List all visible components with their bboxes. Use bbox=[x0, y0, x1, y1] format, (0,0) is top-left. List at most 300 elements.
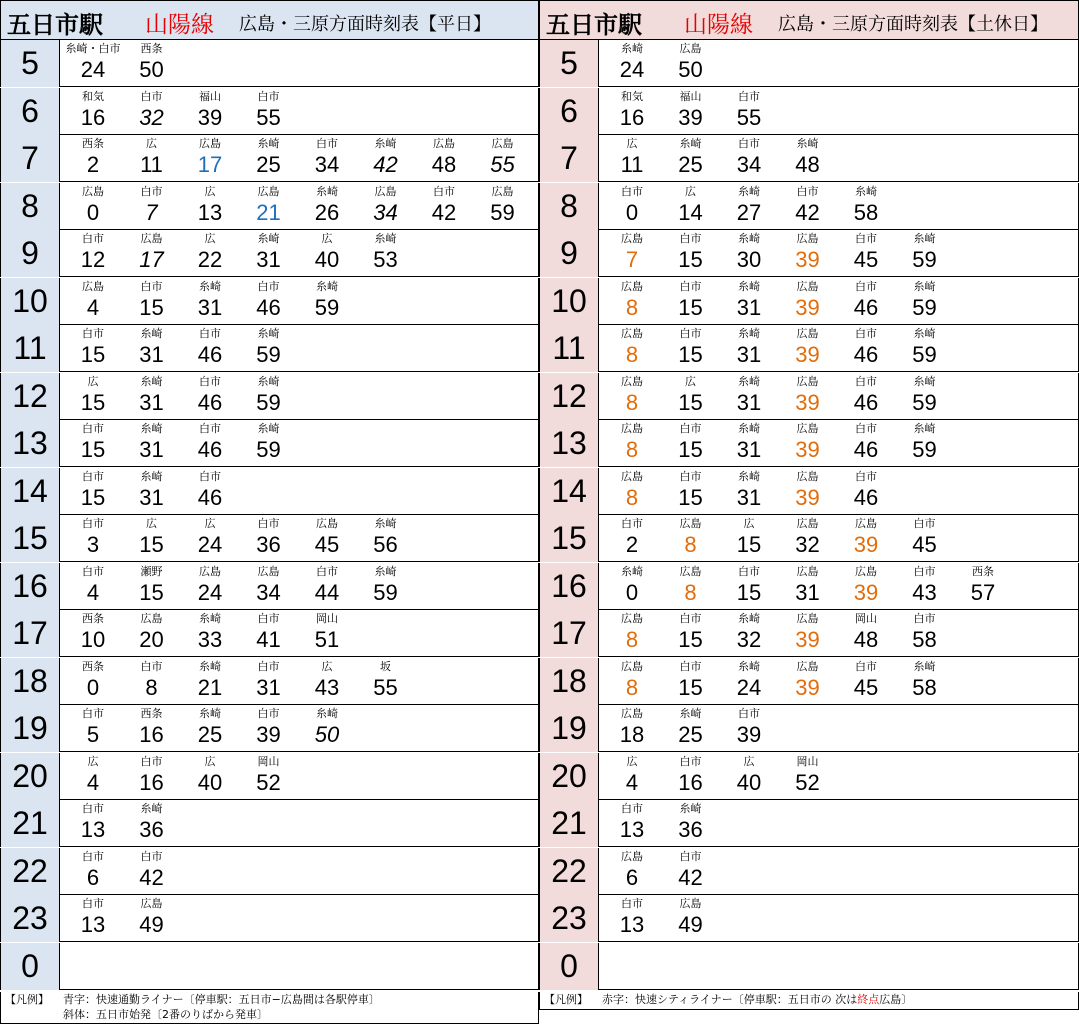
departure-minute: 53 bbox=[373, 247, 398, 272]
departure bbox=[123, 40, 181, 87]
hour-row bbox=[539, 705, 1079, 752]
departure-minute: 45 bbox=[853, 247, 879, 272]
departure-minute: 15 bbox=[80, 484, 106, 510]
departure-minute: 52 bbox=[795, 769, 820, 795]
departure bbox=[662, 325, 720, 372]
departure bbox=[779, 183, 837, 230]
departure-minute: 8 bbox=[625, 389, 639, 415]
destination: 糸崎 bbox=[316, 707, 338, 720]
legend-text-end: 広島〕 bbox=[879, 993, 913, 1006]
departure bbox=[603, 753, 661, 800]
destination: 糸崎 bbox=[140, 469, 163, 483]
departure bbox=[779, 230, 837, 277]
destination: 広島 bbox=[621, 279, 643, 293]
departure bbox=[720, 563, 778, 610]
destination: 糸崎 bbox=[199, 612, 221, 625]
hour-row bbox=[0, 705, 539, 752]
destination: 岡山 bbox=[796, 754, 819, 768]
departure bbox=[779, 515, 837, 562]
departure-minute: 16 bbox=[619, 104, 645, 130]
hour-label: 10 bbox=[0, 278, 60, 325]
departures bbox=[60, 135, 539, 182]
departure bbox=[240, 88, 298, 135]
departures bbox=[599, 40, 1079, 87]
destination: 糸崎 bbox=[140, 422, 163, 435]
destination: 和気 bbox=[621, 89, 643, 103]
destination: 広島 bbox=[140, 612, 163, 625]
hour-row bbox=[0, 848, 539, 895]
departure bbox=[298, 563, 356, 610]
departure bbox=[64, 420, 122, 467]
departure bbox=[64, 705, 122, 752]
hour-row bbox=[539, 278, 1079, 325]
destination: 西条 bbox=[140, 42, 163, 55]
departure-minute: 46 bbox=[197, 484, 223, 510]
hour-label: 13 bbox=[0, 420, 60, 467]
destination: 糸崎 bbox=[738, 279, 760, 293]
destination: 糸崎 bbox=[140, 802, 163, 815]
departure-minute: 55 bbox=[373, 674, 398, 700]
destination: 広島 bbox=[679, 564, 702, 578]
hour-label: 9 bbox=[539, 230, 599, 277]
departure bbox=[64, 230, 122, 277]
destination: 糸崎 bbox=[738, 469, 760, 483]
departure bbox=[474, 183, 532, 230]
departure bbox=[64, 278, 122, 325]
departure-minute: 21 bbox=[256, 199, 281, 225]
destination: 白市 bbox=[82, 849, 104, 863]
destination: 白市 bbox=[679, 754, 702, 768]
hour-label: 17 bbox=[539, 610, 599, 657]
departures bbox=[599, 800, 1079, 847]
destination: 白市 bbox=[855, 422, 877, 435]
destination: 西条 bbox=[140, 707, 163, 720]
hour-label: 15 bbox=[0, 515, 60, 562]
departure-minute: 31 bbox=[139, 389, 164, 415]
departure-minute: 8 bbox=[625, 674, 639, 700]
departure-minute: 36 bbox=[678, 817, 703, 842]
destination: 白市 bbox=[621, 517, 643, 530]
departure bbox=[240, 515, 298, 562]
hour-row bbox=[539, 610, 1079, 657]
departure bbox=[240, 135, 298, 182]
departure-minute: 22 bbox=[197, 247, 223, 272]
departure-minute: 26 bbox=[314, 199, 340, 225]
hour-label: 14 bbox=[0, 468, 60, 515]
departure bbox=[779, 563, 837, 610]
departure bbox=[720, 658, 778, 705]
destination: 糸崎 bbox=[257, 232, 280, 245]
departures bbox=[60, 848, 539, 895]
departures bbox=[60, 563, 539, 610]
destination: 広島 bbox=[199, 564, 221, 578]
departure-minute: 34 bbox=[373, 199, 398, 225]
departure bbox=[603, 800, 661, 847]
destination: 白市 bbox=[140, 849, 163, 863]
legend-terminal: 終点 bbox=[857, 993, 880, 1006]
departure-minute: 15 bbox=[678, 437, 703, 462]
departure bbox=[896, 373, 954, 420]
hour-label: 23 bbox=[0, 895, 60, 942]
departure-minute: 30 bbox=[736, 247, 762, 272]
destination: 白市 bbox=[679, 232, 702, 245]
departure-minute: 15 bbox=[678, 484, 703, 510]
departure bbox=[64, 610, 122, 657]
destination: 白市 bbox=[199, 327, 221, 340]
departure-minute: 46 bbox=[853, 389, 879, 415]
departure-minute: 39 bbox=[197, 104, 223, 130]
destination: 白市 bbox=[82, 707, 104, 720]
departure-minute: 15 bbox=[678, 247, 703, 272]
departure-minute: 39 bbox=[795, 247, 820, 272]
hour-row bbox=[0, 753, 539, 800]
departure bbox=[896, 278, 954, 325]
destination: 白市 bbox=[257, 89, 280, 103]
departure-minute: 46 bbox=[853, 342, 879, 367]
destination: 白市 bbox=[257, 659, 280, 673]
destination: 広島 bbox=[257, 184, 280, 198]
departure bbox=[123, 753, 181, 800]
destination: 広 bbox=[626, 137, 638, 150]
hour-label: 15 bbox=[539, 515, 599, 562]
destination: 広島 bbox=[679, 517, 702, 530]
hour-row bbox=[539, 515, 1079, 562]
destination: 広島 bbox=[796, 564, 819, 578]
hour-label: 21 bbox=[0, 800, 60, 847]
departures bbox=[60, 610, 539, 657]
destination: 広島 bbox=[796, 232, 819, 245]
destination: 広 bbox=[204, 517, 216, 530]
departure bbox=[298, 278, 356, 325]
departure bbox=[837, 563, 895, 610]
departure-minute: 7 bbox=[625, 247, 639, 272]
departure bbox=[240, 373, 298, 420]
destination: 糸崎 bbox=[738, 184, 760, 198]
departure bbox=[123, 373, 181, 420]
hour-label: 7 bbox=[539, 135, 599, 182]
departures bbox=[599, 420, 1079, 467]
destination: 広島 bbox=[855, 564, 877, 578]
departure-minute: 34 bbox=[256, 579, 281, 605]
departure-minute: 24 bbox=[80, 57, 106, 82]
destination: 西条 bbox=[82, 137, 104, 150]
destination: 糸崎 bbox=[679, 137, 702, 150]
destination: 糸崎 bbox=[913, 422, 936, 435]
departure bbox=[720, 135, 778, 182]
hour-label: 8 bbox=[539, 183, 599, 230]
departure-minute: 15 bbox=[678, 389, 703, 415]
hour-row bbox=[539, 895, 1079, 942]
departures bbox=[599, 135, 1079, 182]
departures bbox=[60, 373, 539, 420]
departure-minute: 13 bbox=[619, 817, 645, 842]
destination: 糸崎 bbox=[257, 374, 280, 388]
destination: 広島 bbox=[140, 897, 163, 910]
departure bbox=[181, 230, 239, 277]
departure-minute: 49 bbox=[139, 912, 164, 937]
departure bbox=[240, 658, 298, 705]
departure-minute: 15 bbox=[678, 342, 703, 367]
departure bbox=[662, 705, 720, 752]
departure bbox=[181, 325, 239, 372]
destination: 白市 bbox=[199, 374, 221, 388]
departure-minute: 10 bbox=[80, 627, 106, 652]
departure bbox=[662, 895, 720, 942]
departures bbox=[60, 515, 539, 562]
hour-label: 6 bbox=[0, 88, 60, 135]
departure bbox=[64, 515, 122, 562]
destination: 広島 bbox=[621, 612, 643, 625]
destination: 糸崎 bbox=[913, 374, 936, 388]
timetable-subtitle: 広島・三原方面時刻表【土休日】 bbox=[778, 14, 1048, 35]
destination: 白市 bbox=[738, 137, 760, 150]
departure-minute: 0 bbox=[86, 199, 100, 225]
departure bbox=[896, 420, 954, 467]
departure bbox=[837, 468, 895, 515]
departure bbox=[123, 848, 181, 895]
departure-minute: 42 bbox=[373, 152, 398, 177]
departure bbox=[662, 230, 720, 277]
hour-row bbox=[0, 420, 539, 467]
departure-minute: 31 bbox=[256, 674, 281, 700]
departure-minute: 25 bbox=[678, 722, 703, 747]
destination: 白市 bbox=[913, 564, 936, 578]
departure-minute: 16 bbox=[80, 104, 106, 130]
destination: 瀬野 bbox=[140, 564, 163, 578]
departure bbox=[720, 88, 778, 135]
departure-minute: 32 bbox=[139, 104, 164, 130]
hour-label: 6 bbox=[539, 88, 599, 135]
departure bbox=[64, 40, 122, 87]
departure-minute: 24 bbox=[736, 674, 762, 700]
destination: 糸崎 bbox=[199, 707, 221, 720]
departure bbox=[720, 468, 778, 515]
departure bbox=[123, 658, 181, 705]
departure-minute: 15 bbox=[139, 294, 164, 320]
departure-minute: 31 bbox=[139, 437, 164, 462]
departure bbox=[603, 420, 661, 467]
weekday-header bbox=[0, 0, 539, 40]
departure-minute: 4 bbox=[86, 294, 100, 320]
destination: 糸崎 bbox=[796, 137, 819, 150]
departure bbox=[181, 705, 239, 752]
departures bbox=[60, 230, 539, 277]
departure-minute: 14 bbox=[678, 199, 703, 225]
departure bbox=[779, 325, 837, 372]
departure bbox=[662, 420, 720, 467]
departure bbox=[64, 468, 122, 515]
departure bbox=[123, 800, 181, 847]
departure bbox=[298, 135, 356, 182]
departure bbox=[779, 658, 837, 705]
departure-minute: 39 bbox=[795, 674, 820, 700]
departure-minute: 7 bbox=[145, 199, 158, 225]
hour-row bbox=[0, 468, 539, 515]
departure-minute: 31 bbox=[736, 484, 762, 510]
departure-minute: 8 bbox=[625, 342, 639, 367]
departure-minute: 11 bbox=[620, 152, 644, 177]
departure-minute: 34 bbox=[314, 152, 340, 177]
departure bbox=[720, 420, 778, 467]
destination: 糸崎 bbox=[374, 232, 397, 245]
destination: 西条 bbox=[972, 564, 994, 578]
departure-minute: 36 bbox=[256, 532, 281, 557]
legend-line-red bbox=[602, 993, 912, 1007]
departure bbox=[298, 230, 356, 277]
destination: 広島 bbox=[621, 659, 643, 673]
departure-minute: 15 bbox=[736, 532, 762, 557]
destination: 岡山 bbox=[855, 612, 877, 625]
destination: 広 bbox=[204, 754, 216, 768]
departure-minute: 31 bbox=[736, 342, 762, 367]
hour-row bbox=[539, 135, 1079, 182]
departure bbox=[603, 515, 661, 562]
destination: 広 bbox=[685, 374, 696, 388]
destination: 白市 bbox=[855, 659, 877, 673]
hour-label: 8 bbox=[0, 183, 60, 230]
departure bbox=[662, 800, 720, 847]
destination: 福山 bbox=[199, 89, 221, 103]
hour-label: 11 bbox=[0, 325, 60, 372]
departure bbox=[64, 183, 122, 230]
departure-minute: 55 bbox=[736, 104, 762, 130]
departure bbox=[603, 373, 661, 420]
line-name: 山陽線 bbox=[684, 12, 753, 38]
destination: 白市 bbox=[140, 754, 163, 768]
departure bbox=[240, 563, 298, 610]
departure bbox=[720, 753, 778, 800]
departure bbox=[298, 515, 356, 562]
departure-minute: 42 bbox=[678, 864, 703, 890]
departure bbox=[779, 278, 837, 325]
departure-minute: 46 bbox=[197, 437, 223, 462]
destination: 糸崎 bbox=[257, 327, 280, 340]
departure bbox=[662, 610, 720, 657]
hour-label: 5 bbox=[0, 40, 60, 87]
departure-minute: 36 bbox=[139, 817, 164, 842]
destination: 白市 bbox=[855, 469, 877, 483]
departures bbox=[599, 943, 1079, 990]
destination: 白市 bbox=[82, 327, 104, 340]
departure-minute: 46 bbox=[853, 437, 879, 462]
hour-label: 10 bbox=[539, 278, 599, 325]
departure-minute: 39 bbox=[853, 532, 879, 557]
departure bbox=[123, 88, 181, 135]
departure-minute: 59 bbox=[912, 342, 937, 367]
destination: 白市 bbox=[679, 327, 702, 340]
departure bbox=[357, 135, 415, 182]
destination: 広 bbox=[146, 517, 157, 530]
departure bbox=[240, 230, 298, 277]
departure bbox=[896, 610, 954, 657]
departure-minute: 13 bbox=[619, 912, 645, 937]
hour-label: 19 bbox=[0, 705, 60, 752]
departure-minute: 15 bbox=[678, 627, 703, 652]
hour-row bbox=[539, 325, 1079, 372]
departure-minute: 59 bbox=[256, 389, 281, 415]
destination: 糸崎 bbox=[374, 137, 397, 150]
departure bbox=[357, 515, 415, 562]
hour-label: 13 bbox=[539, 420, 599, 467]
hour-row bbox=[539, 88, 1079, 135]
destination: 広島 bbox=[796, 327, 819, 340]
departure bbox=[662, 563, 720, 610]
hour-label: 21 bbox=[539, 800, 599, 847]
destination: 糸崎 bbox=[738, 327, 760, 340]
departure-minute: 2 bbox=[625, 532, 639, 557]
destination: 広島 bbox=[491, 137, 514, 150]
hour-row bbox=[539, 40, 1079, 87]
destination: 糸崎 bbox=[621, 42, 643, 55]
departure-minute: 31 bbox=[795, 579, 820, 605]
departure bbox=[779, 468, 837, 515]
destination: 糸崎 bbox=[199, 659, 221, 673]
departure bbox=[298, 658, 356, 705]
destination: 西条 bbox=[82, 659, 104, 673]
destination: 白市 bbox=[621, 802, 643, 815]
destination: 白市 bbox=[82, 422, 104, 435]
departure-minute: 43 bbox=[314, 674, 340, 700]
departure-minute: 42 bbox=[795, 199, 820, 225]
departures bbox=[599, 658, 1079, 705]
departure bbox=[603, 563, 661, 610]
departure-minute: 58 bbox=[912, 627, 937, 652]
departure-minute: 24 bbox=[197, 579, 223, 605]
destination: 白市 bbox=[82, 469, 104, 483]
departures bbox=[599, 468, 1079, 515]
departure-minute: 17 bbox=[197, 152, 223, 177]
departure bbox=[181, 88, 239, 135]
departure-minute: 52 bbox=[256, 769, 281, 795]
departure-minute: 15 bbox=[139, 532, 164, 557]
destination: 岡山 bbox=[257, 754, 280, 768]
destination: 広 bbox=[743, 754, 755, 768]
departure bbox=[181, 468, 239, 515]
departure bbox=[896, 563, 954, 610]
destination: 白市 bbox=[257, 279, 280, 293]
departure bbox=[603, 848, 661, 895]
departure-minute: 40 bbox=[197, 769, 223, 795]
departure-minute: 25 bbox=[197, 722, 223, 747]
hour-row bbox=[0, 610, 539, 657]
departure-minute: 3 bbox=[86, 532, 100, 557]
hour-label: 16 bbox=[539, 563, 599, 610]
departure-minute: 11 bbox=[140, 152, 163, 177]
departure-minute: 39 bbox=[795, 389, 820, 415]
departure bbox=[662, 135, 720, 182]
departure-minute: 46 bbox=[256, 294, 281, 320]
hour-label: 11 bbox=[539, 325, 599, 372]
destination: 白市 bbox=[913, 517, 936, 530]
departure bbox=[837, 183, 895, 230]
departure-minute: 46 bbox=[853, 294, 879, 320]
departure-minute: 33 bbox=[197, 627, 223, 652]
departures bbox=[60, 40, 539, 87]
destination: 白市 bbox=[855, 374, 877, 388]
departure-minute: 46 bbox=[853, 484, 879, 510]
departure bbox=[181, 135, 239, 182]
departure-minute: 21 bbox=[197, 674, 223, 700]
hour-row bbox=[0, 658, 539, 705]
departure-minute: 25 bbox=[678, 152, 703, 177]
hour-label: 19 bbox=[539, 705, 599, 752]
hour-row bbox=[0, 800, 539, 847]
departure bbox=[181, 515, 239, 562]
hour-row bbox=[539, 658, 1079, 705]
departures bbox=[599, 848, 1079, 895]
departure-minute: 20 bbox=[139, 627, 164, 652]
departure bbox=[837, 515, 895, 562]
